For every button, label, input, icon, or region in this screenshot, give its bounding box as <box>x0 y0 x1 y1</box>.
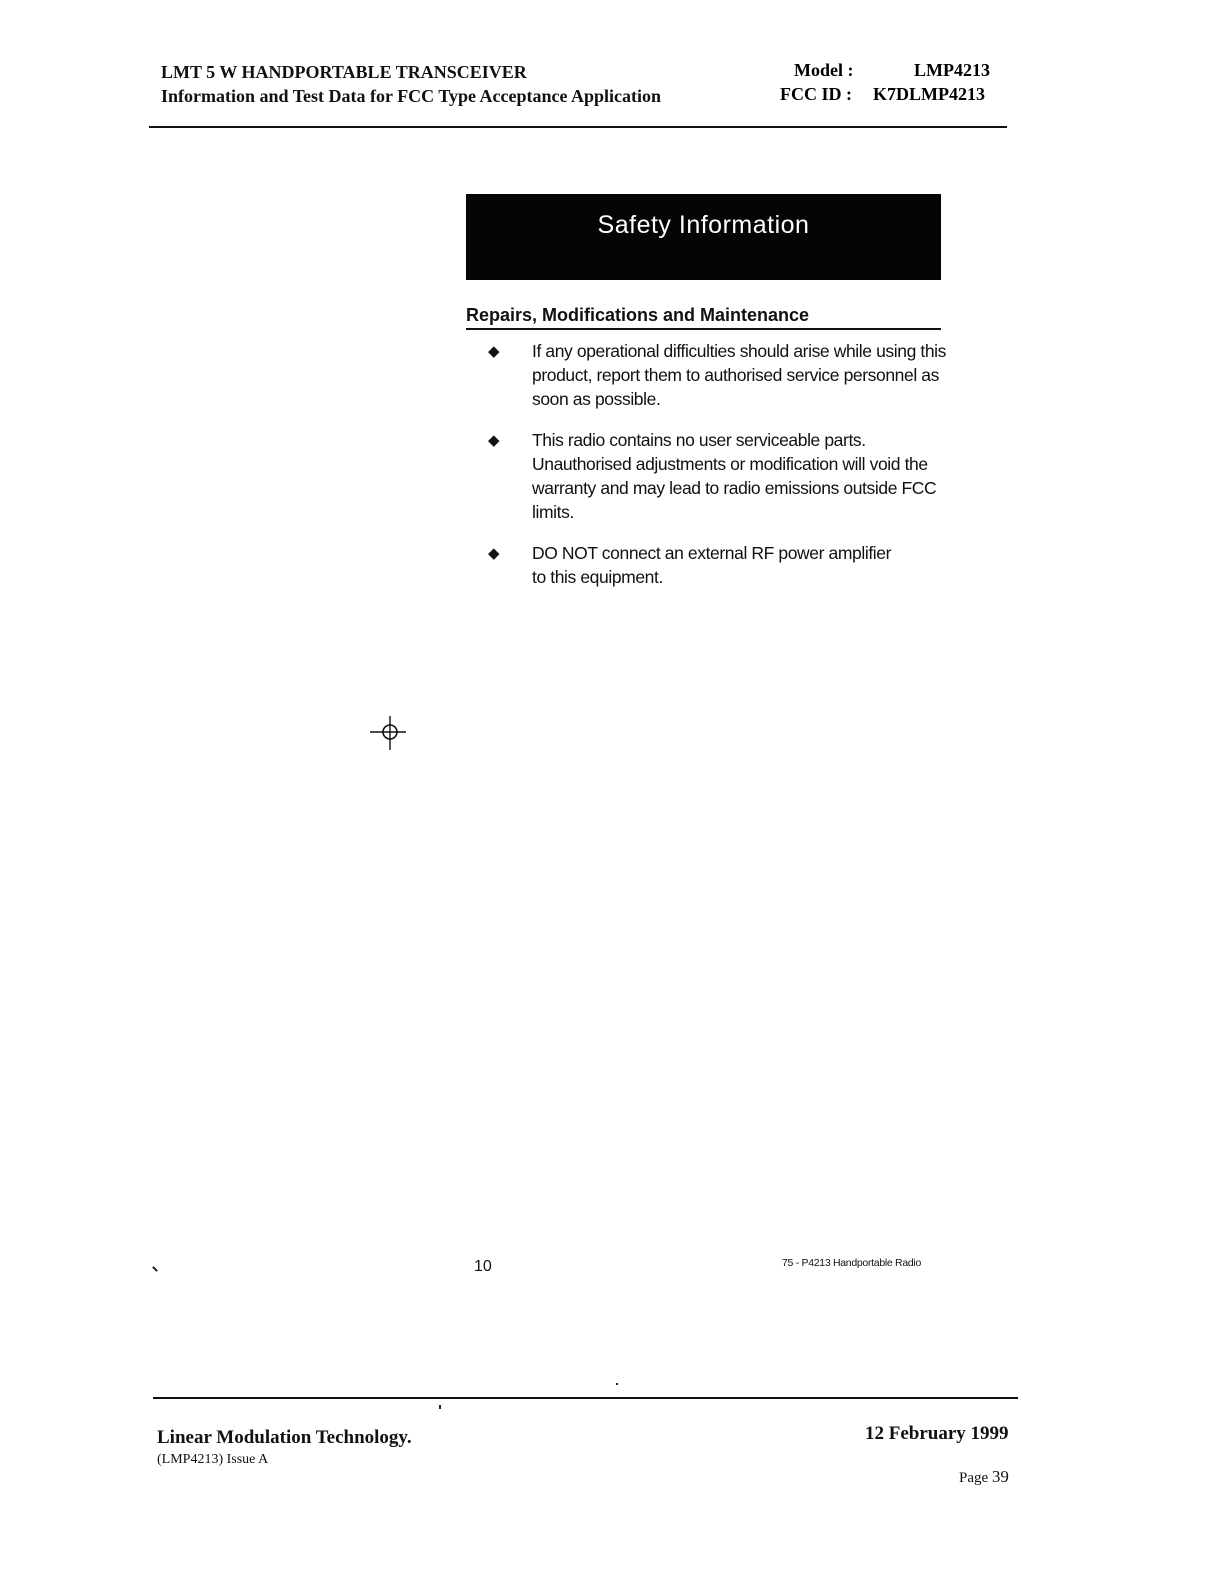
bullet-item: This radio contains no user serviceable parts. Unauthorised adjustments or modification will void the warranty and may lead to radio emissions outside FCC limits. <box>532 430 937 522</box>
footer-issue: (LMP4213) Issue A <box>157 1452 269 1467</box>
fcc-id-value: K7DLMP4213 <box>873 84 985 104</box>
fcc-id-label: FCC ID : <box>780 84 852 104</box>
safety-banner <box>466 194 941 280</box>
document-subtitle: Information and Test Data for FCC Type Acceptance Application <box>161 86 662 106</box>
bullet-item: If any operational difficulties should arise while using this product, report them to authorised service personnel as soon as possible. <box>532 341 946 409</box>
section-heading: Repairs, Modifications and Maintenance <box>466 305 810 325</box>
banner-title: Safety Information <box>597 211 810 239</box>
footer-company: Linear Modulation Technology. <box>157 1427 412 1448</box>
registration-crosshair-icon <box>368 712 408 752</box>
footer-page-label: Page <box>959 1470 989 1486</box>
diamond-bullet-icon: ◆ <box>488 343 500 360</box>
footer-rule <box>153 1397 1018 1399</box>
diamond-bullet-icon: ◆ <box>488 432 500 449</box>
model-value: LMP4213 <box>914 60 990 80</box>
inner-page-number: 10 <box>474 1258 492 1275</box>
footer-page <box>959 1467 1009 1487</box>
header-rule <box>149 126 1007 128</box>
document-title: LMT 5 W HANDPORTABLE TRANSCEIVER <box>161 62 527 82</box>
bullet-item: DO NOT connect an external RF power amplifier to this equipment. <box>532 543 892 587</box>
footer-date: 12 February 1999 <box>865 1423 1009 1444</box>
inner-page-reference: 75 - P4213 Handportable Radio <box>782 1257 921 1269</box>
diamond-bullet-icon: ◆ <box>488 545 500 562</box>
section-rule <box>466 328 941 330</box>
footer-page-number: 39 <box>991 1467 1009 1486</box>
model-label: Model : <box>794 60 854 80</box>
scan-mark <box>439 1405 441 1409</box>
scan-mark <box>616 1383 618 1385</box>
scan-mark <box>152 1266 158 1272</box>
